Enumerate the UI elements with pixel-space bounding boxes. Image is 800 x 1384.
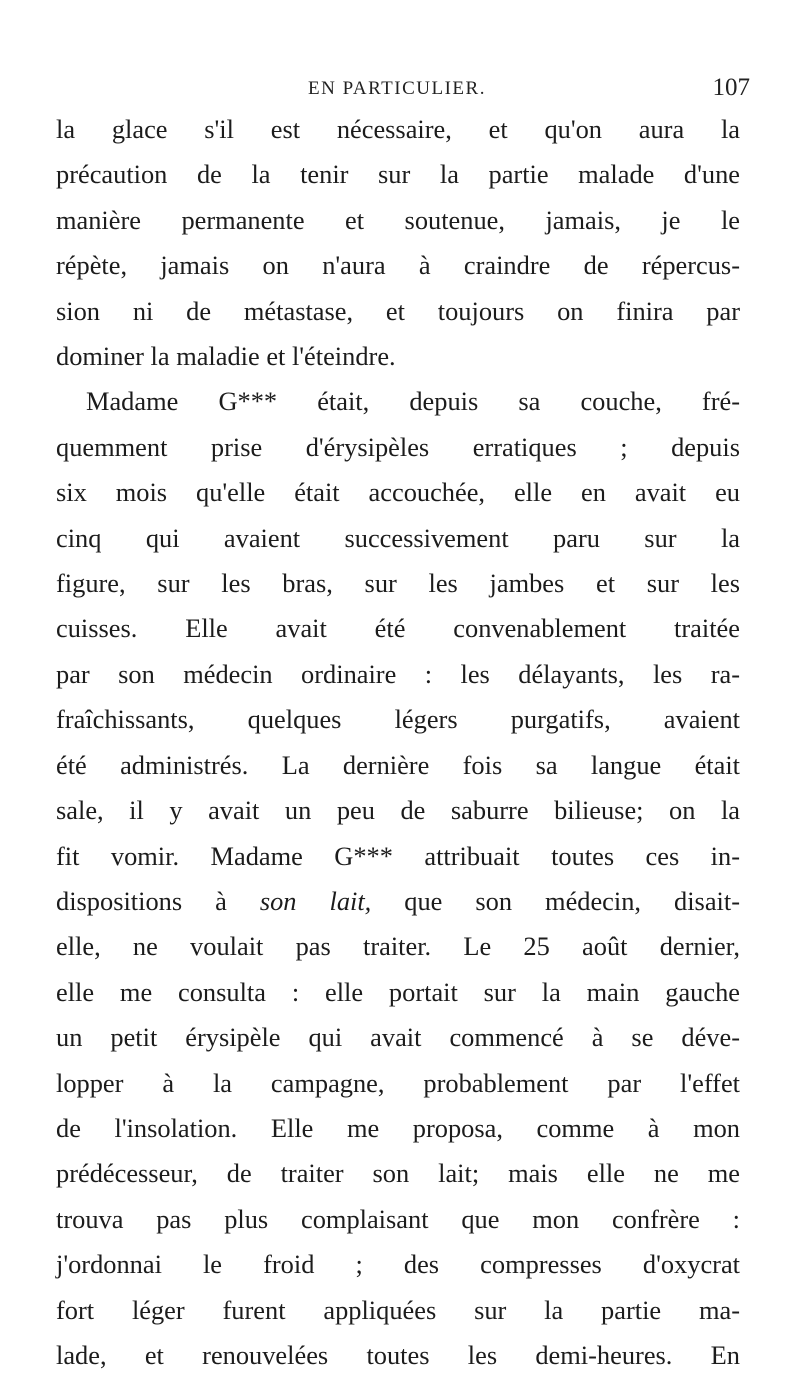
text-line: six mois qu'elle était accouchée, elle en avait eu (56, 477, 740, 508)
running-head: EN PARTICULIER. (308, 78, 486, 99)
text-line: j'ordonnai le froid ; des compresses d'oxycrat (56, 1249, 740, 1280)
text-line: été administrés. La dernière fois sa langue était (56, 749, 740, 780)
text-segment: dispositions à (56, 885, 260, 916)
text-segment: que son médecin, disait- (371, 885, 740, 916)
page-number: 107 (712, 74, 750, 101)
text-line: dominer la maladie et l'éteindre. (56, 341, 396, 372)
body-text (56, 107, 756, 1378)
text-line: fit vomir. Madame G*** attribuait toutes ces in- (56, 840, 740, 871)
text-line: un petit érysipèle qui avait commencé à se déve- (56, 1022, 740, 1053)
text-line: trouva pas plus complaisant que mon confrère : (56, 1203, 740, 1234)
text-line: de l'insolation. Elle me proposa, comme à mon (56, 1112, 740, 1143)
text-line: précaution de la tenir sur la partie malade d'une (56, 159, 740, 190)
text-line: lade, et renouvelées toutes les demi-heures. En (56, 1339, 740, 1370)
text-line: lopper à la campagne, probablement par l'effet (56, 1067, 740, 1098)
text-line: fraîchissants, quelques légers purgatifs, avaient (56, 704, 740, 735)
text-line: la glace s'il est nécessaire, et qu'on aura la (56, 114, 740, 144)
text-line: Madame G*** était, depuis sa couche, fré- (86, 386, 740, 417)
text-line: elle, ne voulait pas traiter. Le 25 août dernier, (56, 931, 740, 962)
text-line: sion ni de métastase, et toujours on finira par (56, 295, 740, 326)
text-line: manière permanente et soutenue, jamais, je le (56, 204, 740, 235)
text-line: figure, sur les bras, sur les jambes et sur les (56, 568, 740, 599)
text-line-mixed (56, 879, 740, 924)
text-line: répète, jamais on n'aura à craindre de répercus- (56, 250, 740, 281)
text-line: elle me consulta : elle portait sur la main gauche (56, 976, 740, 1007)
text-line: sale, il y avait un peu de saburre bilieuse; on la (56, 795, 740, 826)
text-line: cinq qui avaient successivement paru sur la (56, 522, 740, 553)
text-line: par son médecin ordinaire : les délayants, les ra- (56, 658, 740, 689)
italic-phrase: son lait, (259, 885, 372, 916)
text-line: cuisses. Elle avait été convenablement traitée (56, 613, 740, 644)
text-line: quemment prise d'érysipèles erratiques ; depuis (56, 431, 740, 462)
text-line: fort léger furent appliquées sur la partie ma- (56, 1294, 740, 1325)
text-line: prédécesseur, de traiter son lait; mais elle ne me (56, 1158, 740, 1189)
